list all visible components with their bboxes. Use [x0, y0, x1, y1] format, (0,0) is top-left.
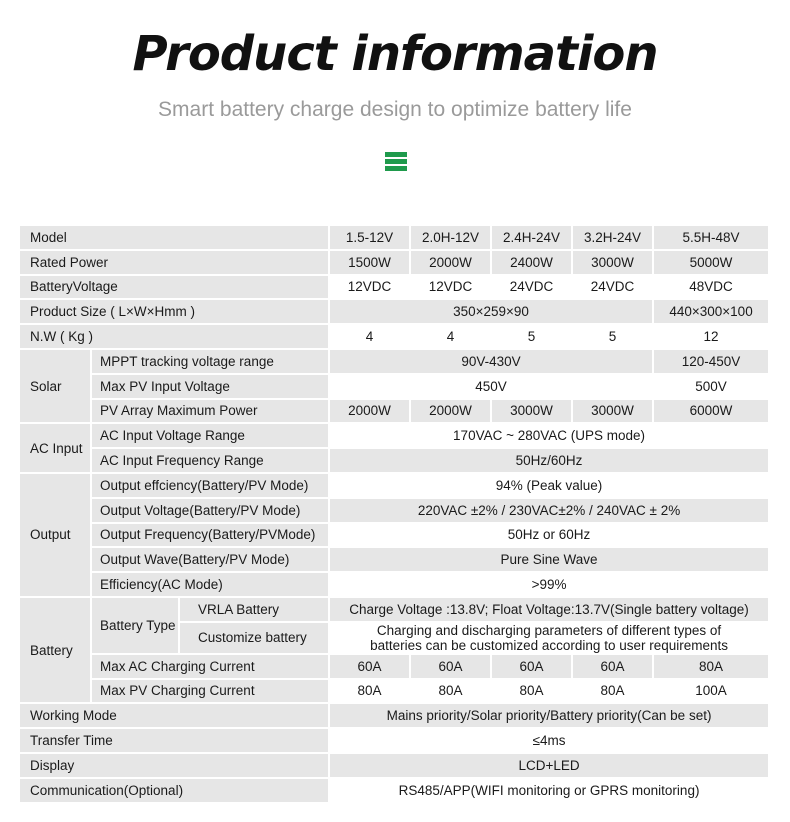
- row-label: Efficiency(AC Mode): [92, 573, 330, 598]
- table-row-output-efficiency: [20, 474, 770, 499]
- table-cell: RS485/APP(WIFI monitoring or GPRS monitoring): [330, 779, 770, 804]
- table-cell: 120-450V: [654, 350, 770, 375]
- table-cell: 5: [573, 325, 654, 350]
- table-row-product-size: [20, 300, 770, 325]
- table-cell: >99%: [330, 573, 770, 598]
- table-row-max-ac-charging: [20, 655, 770, 680]
- row-label: Working Mode: [20, 704, 330, 729]
- table-cell: Mains priority/Solar priority/Battery priority(Can be set): [330, 704, 770, 729]
- table-row-model: [20, 226, 770, 251]
- page-subtitle: Smart battery charge design to optimize battery life: [158, 98, 632, 121]
- group-label-output: Output: [20, 474, 92, 598]
- table-cell: 170VAC ~ 280VAC (UPS mode): [330, 424, 770, 449]
- table-cell: 12: [654, 325, 770, 350]
- table-cell: 90V-430V: [330, 350, 654, 375]
- table-cell: 50Hz or 60Hz: [330, 524, 770, 549]
- table-cell: 4: [330, 325, 411, 350]
- table-row-ac-efficiency: [20, 573, 770, 598]
- row-label: Model: [20, 226, 330, 251]
- row-label: Display: [20, 754, 330, 779]
- row-label: Max PV Input Voltage: [92, 375, 330, 400]
- table-cell: 80A: [492, 680, 573, 705]
- table-cell: 3000W: [573, 400, 654, 425]
- table-cell: 80A: [573, 680, 654, 705]
- table-cell: 60A: [573, 655, 654, 680]
- table-row-working-mode: [20, 704, 770, 729]
- row-label: AC Input Frequency Range: [92, 449, 330, 474]
- table-cell: 80A: [330, 680, 411, 705]
- table-cell: 6000W: [654, 400, 770, 425]
- table-row-transfer-time: [20, 729, 770, 754]
- table-cell: Charge Voltage :13.8V; Float Voltage:13.7V(Single battery voltage): [330, 598, 770, 623]
- row-label: BatteryVoltage: [20, 276, 330, 301]
- spec-table: [20, 226, 770, 804]
- row-label: PV Array Maximum Power: [92, 400, 330, 425]
- table-cell: 2.0H-12V: [411, 226, 492, 251]
- table-cell: 440×300×100: [654, 300, 770, 325]
- group-label-battery: Battery: [20, 598, 92, 704]
- table-cell: [330, 623, 770, 655]
- table-row-nw: [20, 325, 770, 350]
- row-label: Rated Power: [20, 251, 330, 276]
- table-row-vrla: [20, 598, 770, 623]
- table-cell: 500V: [654, 375, 770, 400]
- table-cell: 94% (Peak value): [330, 474, 770, 499]
- table-row-communication: [20, 779, 770, 804]
- table-cell: 2.4H-24V: [492, 226, 573, 251]
- table-row-mppt: [20, 350, 770, 375]
- table-cell: 220VAC ±2% / 230VAC±2% / 240VAC ± 2%: [330, 499, 770, 524]
- table-cell: 80A: [411, 680, 492, 705]
- table-row-battery-voltage: [20, 276, 770, 301]
- table-cell: 2000W: [330, 400, 411, 425]
- row-label: Output Voltage(Battery/PV Mode): [92, 499, 330, 524]
- table-row-output-voltage: [20, 499, 770, 524]
- row-label: VRLA Battery: [180, 598, 330, 623]
- table-cell: 24VDC: [492, 276, 573, 301]
- group-label-solar: Solar: [20, 350, 92, 424]
- table-cell: 5.5H-48V: [654, 226, 770, 251]
- table-cell: 3000W: [492, 400, 573, 425]
- table-row-pv-array: [20, 400, 770, 425]
- table-cell: 3.2H-24V: [573, 226, 654, 251]
- table-cell: 80A: [654, 655, 770, 680]
- table-row-rated-power: [20, 251, 770, 276]
- table-cell: 3000W: [573, 251, 654, 276]
- table-cell: 12VDC: [330, 276, 411, 301]
- table-cell: LCD+LED: [330, 754, 770, 779]
- table-cell: 1.5-12V: [330, 226, 411, 251]
- table-row-max-pv: [20, 375, 770, 400]
- table-cell: 2000W: [411, 251, 492, 276]
- table-row-ac-voltage: [20, 424, 770, 449]
- table-cell: 50Hz/60Hz: [330, 449, 770, 474]
- table-cell: 4: [411, 325, 492, 350]
- table-row-ac-frequency: [20, 449, 770, 474]
- table-cell: 60A: [411, 655, 492, 680]
- table-cell: 60A: [492, 655, 573, 680]
- table-cell: 2000W: [411, 400, 492, 425]
- row-label: Product Size ( L×W×Hmm ): [20, 300, 330, 325]
- row-label: MPPT tracking voltage range: [92, 350, 330, 375]
- group-label-ac-input: AC Input: [20, 424, 92, 474]
- row-label: Transfer Time: [20, 729, 330, 754]
- table-cell: Pure Sine Wave: [330, 548, 770, 573]
- row-label: Output Wave(Battery/PV Mode): [92, 548, 330, 573]
- page-title: Product information: [132, 26, 658, 82]
- table-cell: 12VDC: [411, 276, 492, 301]
- table-row-output-wave: [20, 548, 770, 573]
- row-label: AC Input Voltage Range: [92, 424, 330, 449]
- table-row-display: [20, 754, 770, 779]
- table-cell: ≤4ms: [330, 729, 770, 754]
- table-cell: 2400W: [492, 251, 573, 276]
- table-row-output-frequency: [20, 524, 770, 549]
- table-cell: 5000W: [654, 251, 770, 276]
- table-row-max-pv-charging: [20, 680, 770, 705]
- battery-type-label: Battery Type: [92, 598, 180, 655]
- table-cell: 100A: [654, 680, 770, 705]
- table-cell: 60A: [330, 655, 411, 680]
- table-cell: 1500W: [330, 251, 411, 276]
- row-label: Communication(Optional): [20, 779, 330, 804]
- row-label: Customize battery: [180, 623, 330, 655]
- table-cell: 48VDC: [654, 276, 770, 301]
- row-label: Output effciency(Battery/PV Mode): [92, 474, 330, 499]
- custom-battery-line-1: Charging and discharging parameters of different types of: [376, 622, 722, 638]
- table-cell: 24VDC: [573, 276, 654, 301]
- row-label: Max PV Charging Current: [92, 680, 330, 705]
- row-label: Output Frequency(Battery/PVMode): [92, 524, 330, 549]
- row-label: Max AC Charging Current: [92, 655, 330, 680]
- table-cell: 5: [492, 325, 573, 350]
- custom-battery-line-2: batteries can be customized according to user requirements: [370, 637, 728, 653]
- row-label: N.W ( Kg ): [20, 325, 330, 350]
- table-cell: 450V: [330, 375, 654, 400]
- menu-icon: [385, 152, 407, 178]
- table-cell: 350×259×90: [330, 300, 654, 325]
